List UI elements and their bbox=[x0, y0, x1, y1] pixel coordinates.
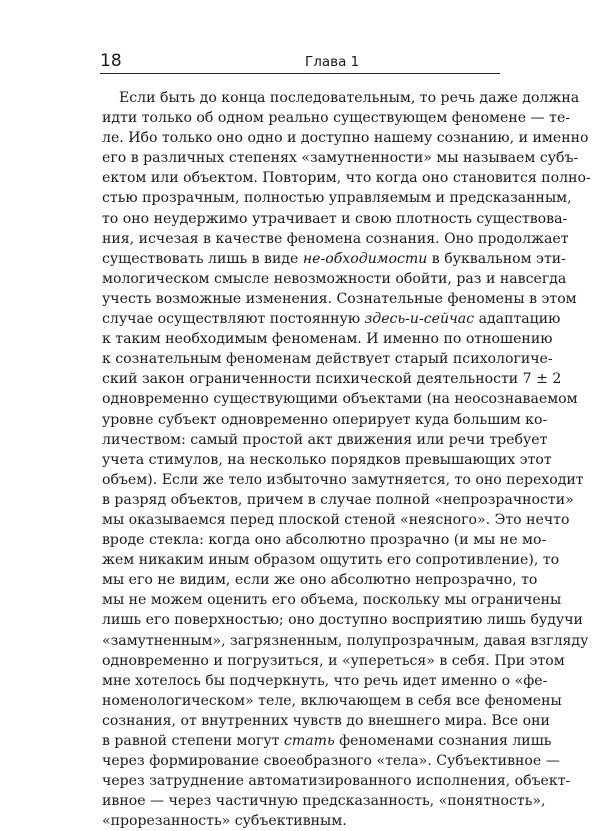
text-line bbox=[102, 148, 579, 168]
text-segment: ле. Ибо только оно одно и доступно нашему сознанию, и именно bbox=[102, 130, 589, 147]
text-line bbox=[102, 610, 583, 630]
text-line bbox=[102, 309, 561, 329]
text-segment: идти только об одном реально существующем феномене — те- bbox=[102, 110, 571, 127]
text-segment: ектом или объектом. Повторим, что когда оно становится полно- bbox=[102, 170, 591, 187]
text-line bbox=[102, 570, 538, 590]
text-segment: учета стимулов, на несколько порядков превышающих этот bbox=[102, 451, 552, 468]
text-segment: мне хотелось бы подчеркнуть, что речь идет именно о «фе- bbox=[102, 672, 548, 689]
text-line bbox=[102, 108, 571, 128]
text-segment: феноменами сознания лишь bbox=[334, 733, 552, 749]
text-line bbox=[102, 188, 572, 208]
text-segment: номенологическом» теле, включающем в себя все феномены bbox=[102, 692, 562, 709]
text-line bbox=[102, 791, 546, 811]
text-line bbox=[102, 651, 565, 671]
text-line bbox=[102, 329, 553, 349]
text-segment: в разряд объектов, причем в случае полной «непрозрачности» bbox=[102, 491, 574, 508]
text-line bbox=[102, 510, 570, 530]
text-segment: через затруднение автоматизированного исполнения, объект- bbox=[102, 773, 571, 790]
text-segment: стью прозрачным, полностью управляемым и предсказанным, bbox=[102, 190, 572, 207]
text-line bbox=[102, 530, 547, 550]
text-line bbox=[102, 550, 560, 570]
text-line bbox=[102, 711, 550, 731]
text-segment: то оно неудержимо утрачивает и свою плотность существова- bbox=[102, 210, 568, 227]
text-line bbox=[102, 590, 562, 610]
text-line bbox=[102, 450, 552, 470]
text-line bbox=[102, 369, 562, 389]
text-line bbox=[102, 410, 548, 430]
text-segment: «прорезанность» субъективным. bbox=[102, 813, 347, 830]
text-line bbox=[102, 389, 578, 409]
text-segment: мологическом смысле невозможности обойти, раз и навсегда bbox=[102, 270, 567, 287]
text-segment: ивное — через частичную предсказанность, «понятность», bbox=[102, 793, 546, 810]
text-segment: в равной степени могут bbox=[102, 733, 284, 749]
text-line bbox=[102, 289, 577, 309]
text-segment: «замутненным», загрязненным, полупрозрачным, давая взгляду bbox=[102, 632, 589, 649]
text-line bbox=[102, 349, 553, 369]
text-line bbox=[102, 631, 589, 651]
text-line bbox=[102, 771, 571, 791]
page-number: 18 bbox=[100, 51, 122, 71]
text-segment: лишь его поверхностью; оно доступно восприятию лишь будучи bbox=[102, 612, 583, 629]
text-line bbox=[102, 430, 548, 450]
text-line bbox=[102, 811, 500, 831]
text-segment: объем). Если же тело избыточно замутняется, то оно переходит bbox=[102, 471, 584, 488]
text-segment: учесть возможные изменения. Сознательные феномены в этом bbox=[102, 290, 577, 307]
italic-term: стать bbox=[283, 733, 335, 749]
text-segment: мы не можем оценить его объема, поскольку мы ограничены bbox=[102, 592, 562, 609]
text-segment: уровне субъект одновременно оперирует куда большим ко- bbox=[102, 411, 548, 428]
text-line bbox=[102, 691, 562, 711]
text-segment: адаптацию bbox=[474, 311, 561, 328]
italic-term: здесь-и-сейчас bbox=[364, 311, 475, 328]
text-line bbox=[102, 88, 580, 108]
text-line bbox=[102, 269, 567, 289]
text-line bbox=[102, 168, 591, 188]
text-line bbox=[102, 229, 569, 249]
text-segment: случае осуществляют постоянную bbox=[102, 311, 365, 328]
text-segment: ния, исчезая в качестве феномена сознания. Оно продолжает bbox=[102, 230, 569, 247]
text-line bbox=[102, 470, 584, 490]
text-line bbox=[102, 249, 566, 269]
chapter-title: Глава 1 bbox=[305, 54, 360, 70]
text-line bbox=[102, 671, 548, 691]
italic-term: не-обходимости bbox=[302, 250, 428, 267]
text-segment: мы его не видим, если же оно абсолютно непрозрачно, то bbox=[102, 572, 538, 589]
text-segment: к таким необходимым феноменам. И именно по отношению bbox=[102, 331, 553, 348]
text-segment: в буквальном эти- bbox=[427, 250, 566, 267]
text-line bbox=[102, 490, 574, 510]
text-line bbox=[102, 128, 589, 148]
text-segment: сознания, от внутренних чувств до внешнего мира. Все они bbox=[102, 712, 550, 729]
text-segment: через формирование своеобразного «тела». Субъективное — bbox=[102, 753, 560, 770]
text-segment: к сознательным феноменам действует старый психологиче- bbox=[102, 351, 553, 368]
text-segment: его в различных степенях «замутненности» мы называем субъ- bbox=[102, 150, 579, 167]
text-segment: личеством: самый простой акт движения или речи требует bbox=[102, 431, 548, 448]
text-segment: одновременно и погрузиться, и «упереться» в себя. При этом bbox=[102, 652, 565, 669]
text-segment: ский закон ограниченности психической деятельности 7 ± 2 bbox=[102, 371, 562, 388]
text-segment: мы оказываемся перед плоской стеной «неясного». Это нечто bbox=[102, 511, 570, 528]
text-line bbox=[102, 751, 560, 771]
text-segment: жем никаким иным образом ощутить его сопротивление), то bbox=[102, 552, 560, 569]
running-header bbox=[100, 51, 500, 74]
text-line bbox=[102, 731, 552, 751]
text-segment: существовать лишь в виде bbox=[102, 250, 303, 267]
text-segment: Если быть до конца последовательным, то речь даже должна bbox=[119, 90, 580, 106]
text-segment: вроде стекла: когда оно абсолютно прозрачно (и мы не мо- bbox=[102, 532, 547, 549]
text-segment: одновременно существующими объектами (на неосознаваемом bbox=[102, 391, 578, 408]
text-line bbox=[102, 209, 568, 229]
body-paragraph bbox=[102, 88, 591, 831]
